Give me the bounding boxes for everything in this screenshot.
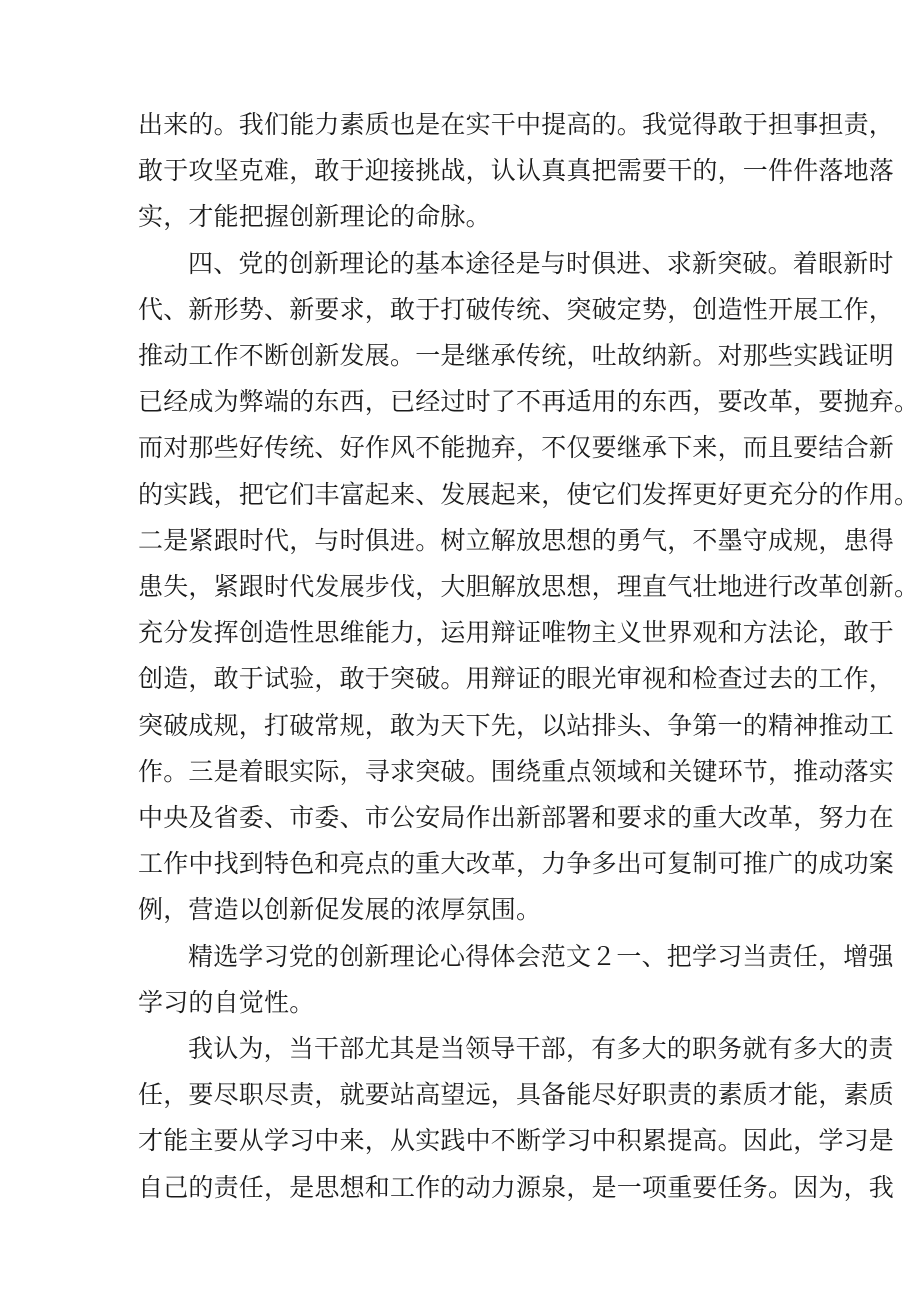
text-line: 的实践，把它们丰富起来、发展起来，使它们发挥更好更充分的作用。 (138, 479, 920, 509)
text-line: 敢于攻坚克难，敢于迎接挑战，认认真真把需要干的，一件件落地落 (138, 156, 895, 186)
text-line: 作。三是着眼实际，寻求突破。围绕重点领域和关键环节，推动落实 (138, 756, 895, 786)
text-line: 推动工作不断创新发展。一是继承传统，吐故纳新。对那些实践证明 (138, 341, 895, 370)
text-line: 二是紧跟时代，与时俱进。树立解放思想的勇气，不墨守成规，患得 (138, 525, 895, 555)
text-line: 而对那些好传统、好作风不能抛弃，不仅要继承下来，而且要结合新 (138, 433, 895, 463)
text-line: 实，才能把握创新理论的命脉。 (138, 202, 491, 232)
text-line: 精选学习党的创新理论心得体会范文２一、把学习当责任，增强 (188, 941, 894, 971)
text-line: 代、新形势、新要求，敢于打破传统、突破定势，创造性开展工作， (138, 294, 895, 324)
text-line: 突破成规，打破常规，敢为天下先，以站排头、争第一的精神推动工 (138, 710, 895, 740)
text-line: 出来的。我们能力素质也是在实干中提高的。我觉得敢于担事担责， (138, 110, 895, 139)
text-line: 中央及省委、市委、市公安局作出新部署和要求的重大改革，努力在 (138, 803, 895, 832)
text-line: 创造，敢于试验，敢于突破。用辩证的眼光审视和检查过去的工作， (138, 664, 895, 694)
text-line: 充分发挥创造性思维能力，运用辩证唯物主义世界观和方法论，敢于 (138, 618, 895, 648)
text-line: 已经成为弊端的东西，已经过时了不再适用的东西，要改革，要抛弃。 (138, 387, 920, 417)
text-line: 患失，紧跟时代发展步伐，大胆解放思想，理直气壮地进行改革创新。 (138, 572, 920, 601)
text-line: 任，要尽职尽责，就要站高望远，具备能尽好职责的素质才能，素质 (138, 1080, 895, 1110)
text-line: 四、党的创新理论的基本途径是与时俱进、求新突破。着眼新时 (188, 248, 894, 278)
text-line: 才能主要从学习中来，从实践中不断学习中积累提高。因此，学习是 (138, 1126, 895, 1156)
text-line: 自己的责任，是思想和工作的动力源泉，是一项重要任务。因为，我 (138, 1172, 895, 1202)
text-line: 例，营造以创新促发展的浓厚氛围。 (138, 895, 542, 925)
text-line: 我认为，当干部尤其是当领导干部，有多大的职务就有多大的责 (188, 1034, 894, 1063)
text-line: 工作中找到特色和亮点的重大改革，力争多出可复制可推广的成功案 (138, 849, 895, 879)
text-line: 学习的自觉性。 (138, 987, 315, 1017)
